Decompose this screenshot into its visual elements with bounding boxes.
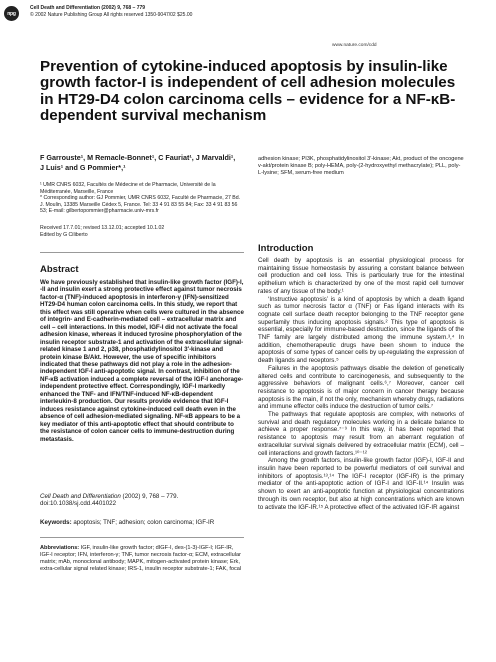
- authors-line-2: J Luis¹ and G Pommier*,¹: [40, 162, 126, 172]
- divider: [40, 537, 244, 538]
- keywords-label: Keywords:: [40, 519, 72, 526]
- affiliations: [40, 182, 245, 215]
- intro-paragraph: The pathways that regulate apoptosis are complex, with networks of survival and death regulatory molecules working in a delicate balance to achieve a proper response.⁷⁻⁹ In this way, it has been reported that resistance to apoptosis may result from an aberrant regulation of extracellular survival signals delivered by extracellular matrix (ECM), cell – cell interactions and growth factors.¹⁰⁻¹²: [258, 411, 464, 457]
- journal-citation: Cell Death and Differentiation (2002) 9, 768 – 779: [30, 5, 146, 11]
- journal-url[interactable]: www.nature.com/cdd: [332, 43, 377, 48]
- divider: [40, 252, 244, 253]
- citation-journal: Cell Death and Differentiation: [40, 493, 121, 500]
- intro-paragraph: ‘Instructive apoptosis’ is a kind of apoptosis by which a death ligand such as tumor necrosis factor α (TNF) or Fas ligand interacts with its cognate cell surface death receptor belonging to the TNF receptor gene superfamily thus inducing apoptosis signals.² This type of apoptosis is essential, especially for immune-based destruction, since the ligands of the TNF family are largely distributed among the immune system.³,⁴ In addition, chemotherapeutic drugs have been shown to induce the apoptosis of some types of cancer cells by up-regulating the expression of death ligands and receptors.⁵: [258, 295, 464, 365]
- intro-paragraph: Failures in the apoptosis pathways disable the deletion of genetically altered cells and contribute to carcinogenesis, and subsequently to the aggressive behaviors of malignant cells.⁶,⁷ Moreover, cancer cell resistance to apoptosis is of major concern in cancer therapy because apoptosis is the main, if not the only, mechanism whereby drugs, radiations and immune effector cells induce the destruction of tumor cells.⁷: [258, 364, 464, 411]
- abbreviations-label: Abbreviations:: [40, 545, 80, 551]
- article-title: Prevention of cytokine-induced apoptosis by insulin-like growth factor-I is independent of cell adhesion molecules in HT29-D4 colon carcinoma cells – evidence for a NF-κB-dependent survival mechanism: [40, 58, 456, 125]
- intro-paragraph: Cell death by apoptosis is an essential physiological process for maintaining tissue homeostasis by assuring a constant balance between cell production and cell loss. This is particularly true for the intestinal epithelium which is characterized by one of the most rapid cell turnover rates of any tissue of the body.¹: [258, 257, 464, 295]
- author-list: [40, 153, 240, 172]
- article-citation: [40, 493, 244, 508]
- abstract-text: We have previously established that insulin-like growth factor (IGF)-I, -II and insulin exert a strong protective effect against tumor necrosis factor-α (TNF)-induced apoptosis in interferon-γ (IFN)-sensitized HT29-D4 human colon carcinoma cells. In this study, we report that this effect was still operative when cells were cultured in the absence of integrin- and E-cadherin-mediated cell – extracellular matrix and cell – cell interactions. In this model, IGF-I did not activate the focal adhesion kinase, whereas it induced tyrosine phosphorylation of the insulin receptor substrate-1 and activation of the extracellular signal-related kinase 1 and 2, p38, phosphatidylinositol 3′-kinase and protein kinase B/Akt. However, the use of specific inhibitors indicated that these pathways did not play a role in the adhesion-independent IGF-I anti-apoptotic signal. In contrast, inhibition of the NF-κB activation induced a complete reversal of the IGF-I anchorage-independent protective effect. Correspondingly, IGF-I markedly enhanced the TNF- and IFN/TNF-induced NF-κB-dependent interleukin-8 production. Our results provide evidence that IGF-I induces resistance against cytokine-induced cell death even in the absence of cell adhesion-mediated signaling. NF-κB appears to be a key mediator of this anti-apoptotic effect that should contribute to the resistance of colon cancer cells to immune-destruction during metastasis.: [40, 279, 244, 443]
- authors-line-1: F Garrouste¹, M Remacle-Bonnet¹, C Fauriat¹, J Marvaldi¹,: [40, 153, 236, 162]
- intro-paragraph: Among the growth factors, insulin-like growth factor (IGF)-I, IGF-II and insulin have been reported to be powerful mediators of cell survival and inhibitors of apoptosis.¹³,¹⁴ The IGF-I receptor (IGF-IR) is the primary mediator of the anti-apoptotic action of IGF-I and IGF-II.¹⁴ Insulin was shown to exert an anti-apoptotic function at physiological concentrations through its own receptor, but also at high concentrations which are known to activate the IGF-IR.¹⁵ A protective effect of the activated IGF-IR against: [258, 457, 464, 511]
- copyright-line: © 2002 Nature Publishing Group All rights reserved 1350-9047/02 $25.00: [30, 11, 193, 18]
- abbreviations-continued: adhesion kinase; PI3K, phosphatidylinositol 3′-kinase; Akt, product of the oncogene v-akt/protein kinase B; poly-HEMA, poly-(2-hydroxyethyl methacrylate); PLL, poly-L-lysine; SFM, serum-free medium: [258, 156, 464, 176]
- keywords: [40, 519, 244, 526]
- abbreviations-text: IGF, insulin-like growth factor; dIGF-I, des-(1-3)-IGF-I; IGF-IR, IGF-I receptor; IFN, interferon-γ; TNF, tumor necrosis factor-α; ECM, extracellular matrix; mAb, monoclonal antibody; MAPK, mitogen-activated protein kinase; Erk, extra-cellular signal related kinase; IRS-1, insulin receptor substrate-1; FAK, focal: [40, 545, 242, 572]
- publisher-logo: npg: [4, 6, 19, 21]
- abstract-heading: Abstract: [40, 264, 79, 275]
- corresponding-author: * Corresponding author: GJ Pommier, UMR CNRS 6032, Faculté de Pharmacie, 27 Bd. J. Moulin, 13385 Marseille Cédex 5, France. Tel: 33 4 91 83 55 84; Fax: 33 4 91 83 56 53; E-mail: gilbertopommier@pharmacie.univ-mrs.fr: [40, 195, 241, 215]
- received-dates: Received 17.7.01; revised 13.12.01; accepted 10.1.02: [40, 225, 165, 231]
- journal-header: [30, 5, 192, 18]
- article-history: [40, 225, 245, 239]
- introduction-heading: Introduction: [258, 243, 314, 254]
- abbreviations: [40, 545, 244, 573]
- introduction-body: [258, 257, 464, 511]
- edited-by: Edited by G Ciliberto: [40, 232, 88, 238]
- affiliation: ¹ UMR CNRS 6032, Facultés de Médecine et de Pharmacie, Université de la Méditerranée, Marseille, France: [40, 182, 216, 195]
- citation-details: (2002) 9, 768 – 779. doi:10.1038/sj.cdd.4401022: [40, 493, 179, 508]
- keywords-text: apoptosis; TNF; adhesion; colon carcinoma; IGF-IR: [71, 519, 215, 526]
